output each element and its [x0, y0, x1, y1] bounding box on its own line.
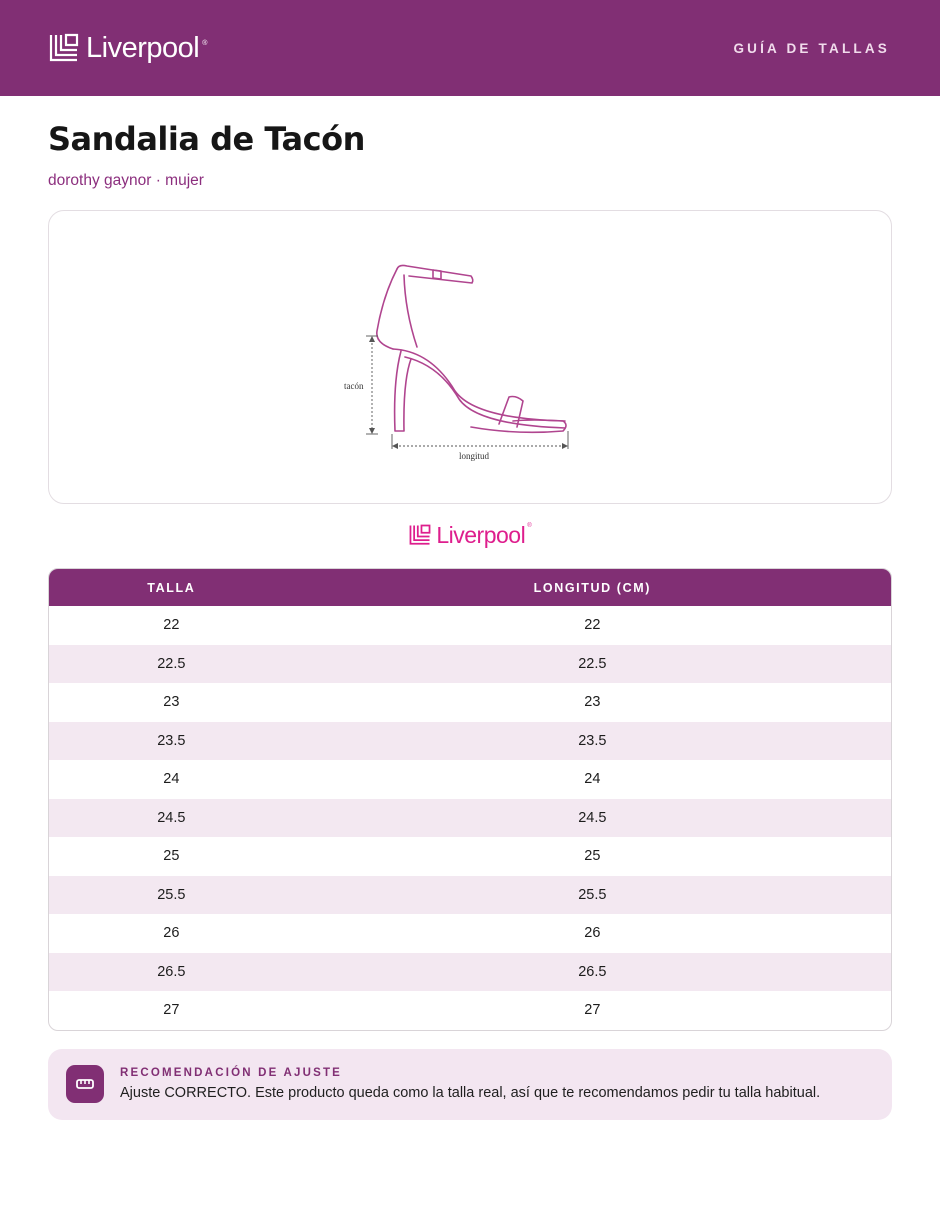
size-guide-link[interactable]: GUÍA DE TALLAS — [733, 40, 890, 56]
recommendation-text: Ajuste CORRECTO. Este producto queda como la talla real, así que te recomendamos pedir tu talla habitual. — [120, 1085, 821, 1101]
size-cell: 24 — [163, 771, 180, 788]
sandal-diagram — [341, 231, 601, 481]
table-row — [49, 722, 891, 761]
size-cell: 25 — [163, 848, 180, 865]
length-cell: 25 — [584, 848, 601, 865]
table-row — [49, 991, 891, 1030]
size-cell: 22 — [163, 617, 180, 634]
product-subtitle: dorothy gaynor · mujer — [48, 172, 204, 189]
table-row — [49, 645, 891, 684]
fit-recommendation — [48, 1049, 892, 1120]
secondary-brand-name: Liverpool — [436, 521, 526, 548]
liverpool-logo-icon-pink — [408, 524, 432, 546]
size-cell: 23.5 — [49, 722, 294, 761]
length-cell: 23.5 — [294, 722, 891, 761]
size-cell: 25.5 — [49, 876, 294, 915]
length-cell: 22 — [584, 617, 601, 634]
table-row — [49, 914, 891, 953]
size-cell: 26 — [163, 925, 180, 942]
size-table-header — [49, 569, 891, 606]
length-cell: 25.5 — [294, 876, 891, 915]
table-row — [49, 837, 891, 876]
recommendation-label: RECOMENDACIÓN DE AJUSTE — [120, 1067, 343, 1079]
brand-logo[interactable] — [48, 32, 207, 65]
header-bar — [0, 0, 940, 96]
column-header-length: LONGITUD (CM) — [294, 569, 891, 606]
secondary-registered-mark: ® — [527, 523, 532, 529]
liverpool-logo-icon — [48, 33, 80, 63]
length-label: longitud — [459, 451, 490, 461]
page-title: Sandalia de Tacón — [48, 120, 365, 158]
table-row — [49, 683, 891, 722]
size-cell: 26.5 — [49, 953, 294, 992]
length-cell: 22.5 — [294, 645, 891, 684]
length-cell: 26 — [584, 925, 601, 942]
length-cell: 23 — [584, 694, 601, 711]
size-table — [48, 568, 892, 1031]
length-cell: 27 — [584, 1002, 601, 1019]
size-cell: 24.5 — [49, 799, 294, 838]
length-cell: 24 — [584, 771, 601, 788]
table-row — [49, 953, 891, 992]
size-cell: 23 — [163, 694, 180, 711]
column-header-size: TALLA — [49, 569, 294, 606]
length-cell: 24.5 — [294, 799, 891, 838]
secondary-brand-logo — [0, 521, 940, 549]
heel-label: tacón — [344, 381, 364, 391]
table-row — [49, 606, 891, 645]
table-row — [49, 799, 891, 838]
brand-name: Liverpool — [86, 31, 200, 64]
product-diagram-card — [48, 210, 892, 504]
size-cell: 22.5 — [49, 645, 294, 684]
length-cell: 26.5 — [294, 953, 891, 992]
size-cell: 27 — [163, 1002, 180, 1019]
table-row — [49, 876, 891, 915]
ruler-icon — [66, 1065, 104, 1103]
table-row — [49, 760, 891, 799]
registered-mark: ® — [202, 39, 208, 47]
